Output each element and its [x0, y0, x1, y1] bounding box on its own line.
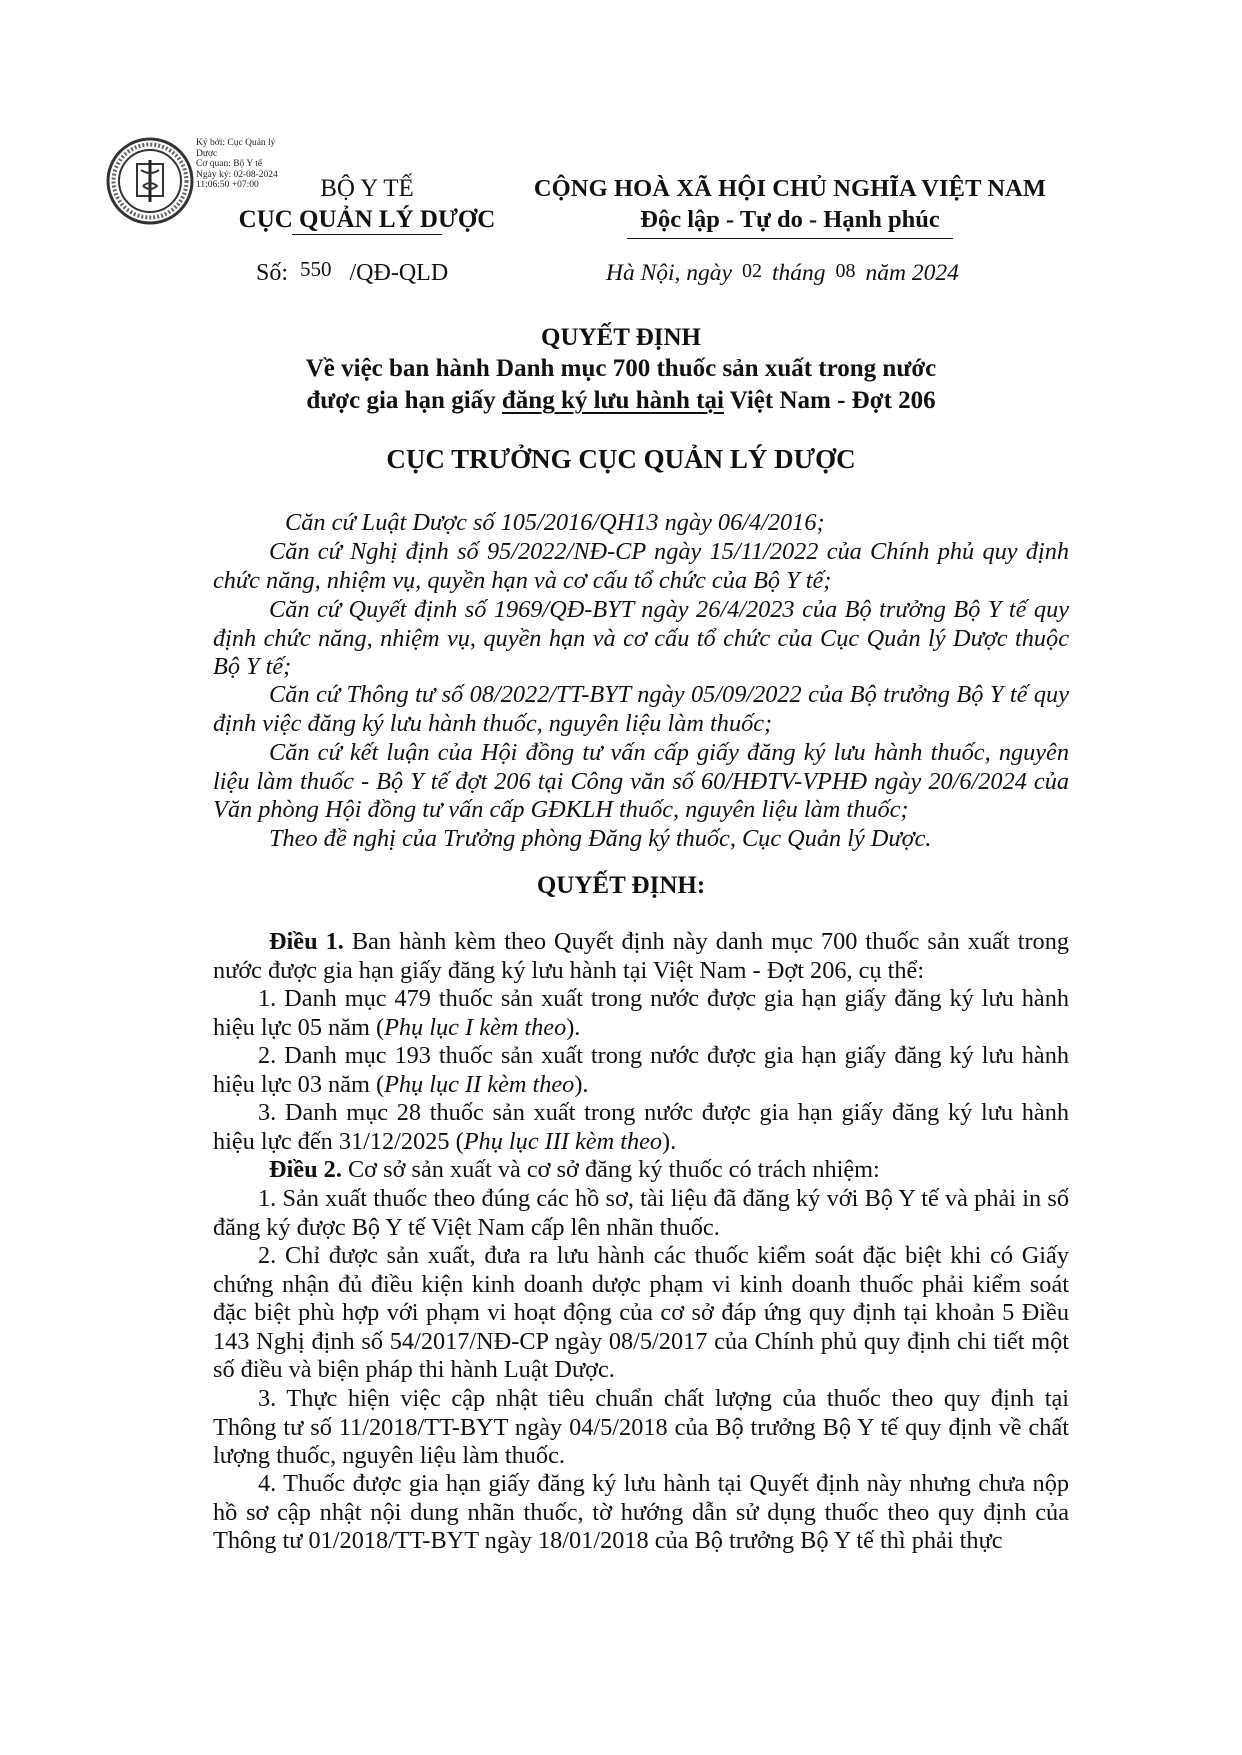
item-text: 1. Danh mục 479 thuốc sản xuất trong nước được gia hạn giấy đăng ký lưu hành hiệu lực 05 năm (: [213, 985, 1069, 1041]
item-text: 3. Danh mục 28 thuốc sản xuất trong nước được gia hạn giấy đăng ký lưu hành hiệu lực đến 31/12/2025 (: [213, 1099, 1069, 1155]
date-month: 08: [835, 260, 856, 282]
date-month-label: tháng: [771, 260, 826, 286]
item-text: 2. Danh mục 193 thuốc sản xuất trong nước được gia hạn giấy đăng ký lưu hành hiệu lực 03 năm (: [213, 1042, 1069, 1098]
legal-basis-2: Căn cứ Nghị định số 95/2022/NĐ-CP ngày 15/11/2022 của Chính phủ quy định chức năng, nhiệm vụ, quyền hạn và cơ cấu tổ chức của Bộ Y tế;: [213, 538, 1069, 594]
decision-title: [200, 322, 1042, 417]
national-motto: Độc lập - Tự do - Hạnh phúc: [640, 206, 940, 233]
document-number: [256, 257, 449, 287]
article-1: [213, 928, 1069, 985]
article-1-item-2: [213, 1042, 1069, 1099]
subject-part-b: đăng ký lưu hành tại: [501, 387, 724, 414]
article-1-item-1: [213, 985, 1069, 1042]
decision-subject-line-1: Về việc ban hành Danh mục 700 thuốc sản xuất trong nước: [305, 355, 937, 382]
header-divider-left: [292, 234, 442, 235]
article-2-text: Cơ sở sản xuất và cơ sở đăng ký thuốc có trách nhiệm:: [341, 1156, 880, 1183]
article-1-label: Điều 1.: [269, 928, 344, 955]
issuing-authority: CỤC TRƯỞNG CỤC QUẢN LÝ DƯỢC: [386, 444, 856, 474]
legal-basis-1: Căn cứ Luật Dược số 105/2016/QH13 ngày 06/4/2016;: [285, 509, 825, 536]
legal-basis-4: Căn cứ Thông tư số 08/2022/TT-BYT ngày 05/09/2022 của Bộ trưởng Bộ Y tế quy định việc đăng ký lưu hành thuốc, nguyên liệu làm thuốc;: [213, 681, 1069, 737]
nation-name: CỘNG HOÀ XÃ HỘI CHỦ NGHĨA VIỆT NAM: [533, 175, 1047, 202]
document-date: [606, 260, 959, 287]
item-end: ).: [662, 1127, 677, 1155]
article-2-item-3: 3. Thực hiện việc cập nhật tiêu chuẩn chất lượng của thuốc theo quy định tại Thông tư số 11/2018/TT-BYT ngày 04/5/2018 của Bộ trưởng Bộ Y tế quy định về chất lượng thuốc, nguyên liệu làm thuốc.: [213, 1385, 1069, 1470]
signature-signed-by: Ký bởi: Cục Quản lý Dược: [196, 138, 276, 159]
date-year: năm 2024: [865, 260, 959, 286]
legal-basis-5: Căn cứ kết luận của Hội đồng tư vấn cấp giấy đăng ký lưu hành thuốc, nguyên liệu làm thuốc - Bộ Y tế đợt 206 tại Công văn số 60/HĐTV-VPHĐ ngày 20/6/2024 của Văn phòng Hội đồng tư vấn cấp GĐKLH thuốc, nguyên liệu làm thuốc;: [213, 739, 1069, 824]
article-2-item-1: 1. Sản xuất thuốc theo đúng các hồ sơ, tài liệu đã đăng ký với Bộ Y tế và phải in số đăng ký được Bộ Y tế Việt Nam cấp lên nhãn thuốc.: [213, 1185, 1069, 1241]
doc-number-prefix: Số:: [256, 260, 289, 286]
article-2-label: Điều 2.: [269, 1156, 342, 1183]
department-name: CỤC QUẢN LÝ DƯỢC: [238, 206, 496, 233]
article-1-text: Ban hành kèm theo Quyết định này danh mục 700 thuốc sản xuất trong nước được gia hạn giấy đăng ký lưu hành tại Việt Nam - Đợt 206, cụ thể:: [213, 928, 1069, 984]
item-ref: Phụ lục III kèm theo: [463, 1127, 663, 1155]
subject-part-c: Việt Nam - Đợt 206: [723, 387, 936, 414]
subject-part-a: được gia hạn giấy: [306, 387, 502, 414]
national-header: [520, 174, 1060, 235]
decision-subject-line-2: [200, 385, 1042, 417]
article-1-item-3: [213, 1099, 1069, 1156]
decision-type: QUYẾT ĐỊNH: [541, 324, 701, 351]
header-divider-right: [627, 238, 953, 239]
date-place: Hà Nội, ngày: [606, 260, 732, 286]
article-2-item-2: 2. Chỉ được sản xuất, đưa ra lưu hành các thuốc kiểm soát đặc biệt khi có Giấy chứng nhận đủ điều kiện kinh doanh dược phạm vi kinh doanh thuốc phải kiểm soát đặc biệt phù hợp với phạm vi hoạt động của cơ sở đáp ứng quy định tại khoản 5 Điều 143 Nghị định số 54/2017/NĐ-CP ngày 08/5/2017 của Chính phủ quy định chi tiết một số điều và biện pháp thi hành Luật Dược.: [213, 1242, 1069, 1384]
doc-number-suffix: /QĐ-QLD: [349, 260, 449, 286]
doc-number-value: 550: [300, 257, 332, 281]
legal-basis-3: Căn cứ Quyết định số 1969/QĐ-BYT ngày 26/4/2023 của Bộ trưởng Bộ Y tế quy định chức năng, nhiệm vụ, quyền hạn và cơ cấu tổ chức của Cục Quản lý Dược thuộc Bộ Y tế;: [213, 596, 1069, 681]
item-ref: Phụ lục I kèm theo: [384, 1013, 567, 1041]
date-day: 02: [741, 260, 762, 282]
item-ref: Phụ lục II kèm theo: [384, 1070, 575, 1098]
issuing-agency-header: [232, 174, 502, 235]
ministry-name: BỘ Y TẾ: [320, 175, 414, 202]
decide-heading: QUYẾT ĐỊNH:: [536, 872, 706, 899]
signature-signed-at: Ngày ký: 02-08-2024 11:06:50 +07:00: [196, 169, 278, 190]
article-2-item-4: 4. Thuốc được gia hạn giấy đăng ký lưu hành tại Quyết định này nhưng chưa nộp hồ sơ cập nhật nội dung nhãn thuốc, tờ hướng dẫn sử dụng thuốc theo quy định của Thông tư 01/2018/TT-BYT ngày 18/01/2018 của Bộ trưởng Bộ Y tế thì phải thực: [213, 1470, 1069, 1555]
ministry-seal-icon: [105, 136, 195, 226]
signature-agency: Cơ quan: Bộ Y tế: [196, 159, 263, 169]
article-2: [213, 1156, 1069, 1185]
item-end: ).: [566, 1013, 581, 1041]
legal-basis-6: Theo đề nghị của Trưởng phòng Đăng ký thuốc, Cục Quản lý Dược.: [269, 825, 932, 852]
item-end: ).: [574, 1070, 589, 1098]
